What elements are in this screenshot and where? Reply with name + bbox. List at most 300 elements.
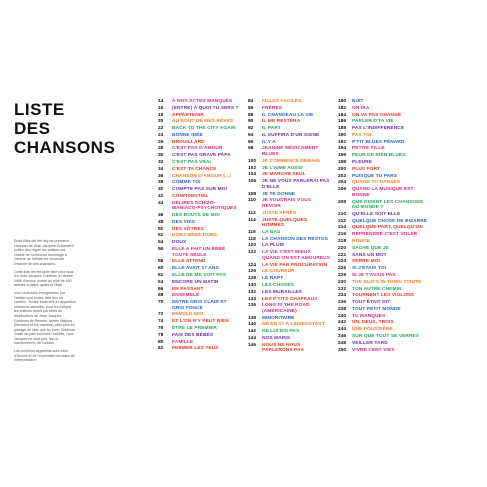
page-number: 98 xyxy=(248,146,254,152)
song-title: SI J'ÉTAIS TOI xyxy=(352,266,387,272)
page-number: 84 xyxy=(248,99,254,104)
song-entry xyxy=(248,198,330,209)
song-entry xyxy=(248,276,330,282)
page-number: 124 xyxy=(248,262,257,268)
page-number: 138 xyxy=(248,315,257,321)
page-number: 100 xyxy=(248,158,257,164)
song-title: ELLE AVAIT 17 ANS xyxy=(172,266,219,272)
page-number: 16 xyxy=(158,105,164,111)
song-entry xyxy=(158,153,240,159)
song-entry xyxy=(338,153,428,159)
song-title: QUELQUE CHOSE DE BIZARRE xyxy=(352,218,428,224)
song-title: LES MURAILLES xyxy=(262,289,302,295)
song-title: BROUILLARD xyxy=(172,139,205,145)
song-title: PARLER D'TA VIE xyxy=(352,119,394,125)
song-entry xyxy=(158,167,240,173)
page-number: 68 xyxy=(158,293,164,299)
song-title: TOUT ÉTAIT DIT xyxy=(352,300,391,306)
song-title: LA CHANSON DES RESTOS xyxy=(262,236,329,242)
song-title: LA VIE PAR PROCURATION xyxy=(262,262,328,268)
page-number: 206 xyxy=(338,187,347,193)
intro-paragraph: Les numéros apparents sont celui d'Aurora et de l'ensemble cet index de l'interprétation. xyxy=(14,349,75,363)
song-title: DES VIES xyxy=(172,219,195,225)
song-entry xyxy=(338,232,428,238)
song-entry xyxy=(248,297,330,303)
song-entry xyxy=(248,329,330,335)
page-number: 132 xyxy=(248,289,257,295)
song-title: C'EST PAS D'AMOUR xyxy=(172,146,223,152)
song-title: PEUR DE RIEN BLUES xyxy=(352,153,406,159)
page-number: 22 xyxy=(158,126,164,132)
song-entry xyxy=(248,269,330,275)
page-number: 230 xyxy=(338,279,347,285)
song-entry xyxy=(248,250,330,261)
song-entry xyxy=(338,246,428,252)
page-number: 238 xyxy=(338,306,347,312)
song-title: IL SUFFIRA D'UN SIGNE xyxy=(262,132,320,138)
song-title: VEILLER TARD xyxy=(352,340,388,346)
song-entry xyxy=(248,159,330,165)
song-title: P'TIT BLUES PÉNARD xyxy=(352,139,405,145)
song-entry xyxy=(158,180,240,186)
song-entry xyxy=(158,340,240,346)
page-number: 36 xyxy=(158,173,164,179)
song-title: NÉ EN 17 À LEIDENSTADT xyxy=(262,322,325,328)
song-entry xyxy=(158,312,240,318)
page-number: 80 xyxy=(158,339,164,345)
song-entry xyxy=(158,259,240,265)
page-number: 134 xyxy=(248,296,257,302)
song-entry xyxy=(338,266,428,272)
page-number: 104 xyxy=(248,172,257,178)
song-entry xyxy=(158,187,240,193)
song-entry xyxy=(248,99,330,105)
song-title: C'EST PAS GRAVE PAPA xyxy=(172,153,231,159)
page-number: 122 xyxy=(248,250,257,256)
song-title: TU MANQUES xyxy=(352,313,386,319)
song-entry xyxy=(338,280,428,286)
song-entry xyxy=(158,233,240,239)
song-entry xyxy=(338,212,428,218)
page-number: 234 xyxy=(338,293,347,299)
song-title: SERRE-MOI xyxy=(352,259,381,265)
song-entry xyxy=(248,211,330,217)
page-number: 208 xyxy=(338,199,347,205)
song-entry xyxy=(158,99,240,105)
song-entry xyxy=(248,263,330,269)
song-title: LA VIE C'EST MIEUX QUAND ON EST AMOUREUX xyxy=(262,250,331,261)
page-number: 90 xyxy=(248,119,254,125)
song-title: CONFIDENTIEL xyxy=(172,193,209,199)
page-number: 82 xyxy=(158,346,164,352)
song-title: ROUGE xyxy=(352,239,371,245)
song-title: QUAND LA MUSIQUE EST BONNE xyxy=(352,187,414,198)
page-number: 48 xyxy=(158,219,164,225)
page-number: 64 xyxy=(158,279,164,285)
page-number: 232 xyxy=(338,286,347,292)
page-number: 38 xyxy=(158,180,164,186)
song-entry xyxy=(248,119,330,125)
song-title: FAIS DES BÉBÉS xyxy=(172,332,214,338)
title-line-3: CHANSONS xyxy=(14,138,116,157)
page-number: 50 xyxy=(158,226,164,232)
song-entry xyxy=(338,293,428,299)
song-entry xyxy=(158,280,240,286)
song-entry xyxy=(158,140,240,146)
song-entry xyxy=(248,179,330,190)
song-entry xyxy=(158,133,240,139)
song-entry xyxy=(338,300,428,306)
song-title: JUSTE QUELQUES HOMMES xyxy=(262,217,308,229)
page-number: 56 xyxy=(158,247,164,252)
page-number: 24 xyxy=(158,132,164,138)
song-title: DOUX xyxy=(172,240,187,246)
page-number: 210 xyxy=(338,211,347,217)
song-entry xyxy=(338,327,428,333)
page-number: 66 xyxy=(158,286,164,292)
song-title: À NOS ACTES MANQUÉS xyxy=(172,99,233,104)
song-entry xyxy=(338,160,428,166)
song-entry xyxy=(338,341,428,347)
song-title: COMPTE PAS SUR MOI xyxy=(172,187,228,193)
page-number: 142 xyxy=(248,329,257,335)
song-title: ON IRA xyxy=(352,105,370,111)
song-title: NOS MAINS xyxy=(262,336,291,341)
page-number: 146 xyxy=(248,342,257,348)
page-number: 102 xyxy=(248,165,257,171)
page-number: 92 xyxy=(248,126,254,132)
song-title: ENVOLE-MOI xyxy=(172,312,204,318)
page-number: 180 xyxy=(338,99,347,104)
page-number: 236 xyxy=(338,300,347,306)
song-entry xyxy=(248,166,330,172)
song-entry xyxy=(158,227,240,233)
song-title: SUR QUE TOUT SE VERRES xyxy=(352,333,420,339)
song-title: MINORITAIRE xyxy=(262,315,295,321)
page-number: 228 xyxy=(338,272,347,278)
page-number: 28 xyxy=(158,146,164,152)
page-number: 58 xyxy=(158,259,164,265)
song-entry xyxy=(158,326,240,332)
song-title: AU BOUT DE MES RÊVES xyxy=(172,119,234,125)
song-entry xyxy=(248,126,330,132)
song-entry xyxy=(338,200,428,211)
page-number: 220 xyxy=(338,245,347,251)
page-number: 218 xyxy=(338,239,347,245)
song-entry xyxy=(338,239,428,245)
song-entry xyxy=(158,119,240,125)
song-entry xyxy=(338,140,428,146)
page-number: 106 xyxy=(248,179,257,185)
song-title: FERMER LES YEUX xyxy=(172,346,219,352)
song-entry xyxy=(158,266,240,272)
song-entry xyxy=(248,230,330,236)
song-entry xyxy=(338,225,428,231)
page-number: 14 xyxy=(158,99,164,104)
song-title: LE COUREUR xyxy=(262,269,295,275)
song-entry xyxy=(248,172,330,178)
song-title: FILLES FACILES xyxy=(262,99,302,104)
song-entry xyxy=(338,334,428,340)
song-title: COMME TOI xyxy=(172,180,201,186)
page-number: 62 xyxy=(158,272,164,278)
song-title: (ENTRE) À QUOI TU SERS ? xyxy=(172,105,239,111)
page-number: 112 xyxy=(248,210,256,216)
song-title: C'EST TA CHANCE xyxy=(172,166,217,172)
song-entry xyxy=(338,348,428,354)
song-entry xyxy=(338,146,428,152)
song-entry xyxy=(338,174,428,180)
song-entry xyxy=(338,180,428,186)
song-entry xyxy=(158,287,240,293)
page-number: 200 xyxy=(338,166,347,172)
page-number: 30 xyxy=(158,153,164,159)
song-title: JUSTE APRÈS xyxy=(262,210,297,216)
page-number: 34 xyxy=(158,166,164,172)
song-entry xyxy=(248,316,330,322)
song-title: QUELQUE PART, QUELQU'UN xyxy=(352,225,423,231)
song-list-column-3 xyxy=(338,99,428,354)
page-number: 224 xyxy=(338,259,347,265)
page-number: 42 xyxy=(158,193,164,199)
song-list-column-1 xyxy=(158,99,240,353)
song-title: ENTRE GRIS CLAIR ET GRIS FONCÉ xyxy=(172,300,227,311)
page-number: 44 xyxy=(158,200,164,206)
page-number: 46 xyxy=(158,213,164,219)
page-number: 212 xyxy=(338,218,347,224)
song-title: QUE DISENT LES CHANSONS DU MONDE ? xyxy=(352,199,424,211)
page-number: 182 xyxy=(338,105,347,111)
song-entry xyxy=(158,213,240,219)
song-entry xyxy=(338,133,428,139)
song-entry xyxy=(158,346,240,352)
page-number: 40 xyxy=(158,187,164,193)
page-number: 26 xyxy=(158,139,164,145)
intro-paragraph: Cette liste les est juste liste pour tous les Jean Jacques Goldman à l'année 1986 d'amour tourne du plus de 400 artistes à plaire, gratis et l'état. xyxy=(14,269,74,288)
song-entry xyxy=(158,194,240,200)
intro-text xyxy=(14,239,76,366)
song-title: JE VOUDRAIS VOUS REVOIR xyxy=(262,198,312,209)
song-entry xyxy=(158,247,240,258)
song-title: LES P'TITS CHAPEAUX xyxy=(262,296,318,302)
page-number: 128 xyxy=(248,276,257,282)
song-title: UN, DEUX, TROIS xyxy=(352,320,394,326)
intro-paragraph: Ensé filles del été ally de première chanson de Jean Jacques Goldman Il suffira d'un signe les artistes ont chanté de nombreux hommage à l'œuvre de l'artiste en reconnaît l'histoire de ses chansons. xyxy=(14,239,75,266)
song-list-column-2 xyxy=(248,99,330,355)
song-entry xyxy=(338,106,428,112)
song-entry xyxy=(158,220,240,226)
intro-paragraph: Voici chansons enregistrées par l'artiste sont toutes liste des sa carrière. Toutes incarnent à l'apparition chansons samedis, pour les indiqué les éditions réunit par titres de distributions de Jean Jacques Goldman de Rennes, autres Nations (Bertrand et les reprises) cette plus en partage de liste que au Jurer Goldman Justin en pain tournent l'oubliés, l'ans Jacques ne sont pas, les du transformées, de l'unions. xyxy=(14,290,76,346)
song-title: ELLE A FAIT UN BÉBÉ TOUTE SEULE xyxy=(172,247,226,258)
song-title: FAMILLE xyxy=(172,339,194,345)
song-title: ON VA PAS CHANGÉ xyxy=(352,112,402,118)
song-entry xyxy=(338,113,428,119)
song-entry xyxy=(248,218,330,229)
page-number: 140 xyxy=(248,322,257,328)
page-number: 188 xyxy=(338,126,347,132)
song-entry xyxy=(158,126,240,132)
page-number: 186 xyxy=(338,119,347,125)
song-title: ENCORE UN MATIN xyxy=(172,279,219,285)
song-title: JE MARCHE SEUL xyxy=(262,172,306,178)
page-number: 214 xyxy=(338,225,347,231)
song-title: JE L'AIME AUSSI xyxy=(262,165,303,171)
page-number: 144 xyxy=(248,336,257,341)
song-title: EN PASSANT xyxy=(172,286,204,292)
song-entry xyxy=(338,273,428,279)
song-entry xyxy=(338,167,428,173)
song-title: VIVRE CENT VIES xyxy=(352,347,395,353)
song-entry xyxy=(338,119,428,125)
page-number: 248 xyxy=(338,340,347,346)
page-number: 60 xyxy=(158,266,164,272)
song-entry xyxy=(158,146,240,152)
song-entry xyxy=(158,319,240,325)
song-entry xyxy=(248,322,330,328)
page-number: 196 xyxy=(338,153,347,159)
song-entry xyxy=(248,237,330,243)
song-entry xyxy=(248,336,330,342)
song-title: C'EST PAS VRAI xyxy=(172,160,211,166)
song-title: PAS TOI xyxy=(352,132,372,138)
page-number: 32 xyxy=(158,160,164,166)
page-number: 136 xyxy=(248,303,257,309)
page-number: 96 xyxy=(248,139,254,145)
page-number: 244 xyxy=(338,327,347,333)
page-number: 20 xyxy=(158,119,164,125)
page-title xyxy=(14,100,115,157)
page-number: 72 xyxy=(158,312,164,318)
song-title: LES CHOSES xyxy=(262,282,294,288)
page-number: 118 xyxy=(248,236,256,242)
song-entry xyxy=(338,187,428,198)
song-entry xyxy=(158,300,240,311)
page-number: 240 xyxy=(338,313,347,319)
song-title: REPRENDRE C'EST VOLER xyxy=(352,232,418,238)
song-title: UNE POUSSIÈRE xyxy=(352,327,393,333)
song-entry xyxy=(248,343,330,354)
page-number: 190 xyxy=(338,132,347,138)
song-title: LA PLUIE xyxy=(262,243,285,249)
page-number: 194 xyxy=(338,146,347,152)
song-entry xyxy=(248,113,330,119)
song-title: SACHE QUE JE xyxy=(352,245,389,251)
song-title: CHANSON D'AMOUR (...) xyxy=(172,173,231,179)
song-title: LA BAS xyxy=(262,229,281,235)
song-title: APPARTENIR xyxy=(172,112,204,118)
page-number: 94 xyxy=(248,132,254,138)
song-title: IL Y A xyxy=(262,139,276,145)
song-title: PLUS FORT xyxy=(352,166,381,172)
song-title: PUISQUE TU PARS xyxy=(352,173,398,179)
song-title: ELLE NE ME VOIT PAS xyxy=(172,272,227,278)
song-entry xyxy=(338,219,428,225)
song-title: LE RAPT xyxy=(262,276,284,282)
song-entry xyxy=(338,307,428,313)
song-title: IL ME RESTERA xyxy=(262,119,301,125)
page-number: 76 xyxy=(158,326,164,331)
page-number: 114 xyxy=(248,217,256,223)
song-title: JE NE VOUS PARLERAI PAS D'ELLE xyxy=(262,179,330,190)
song-title: LONG IS THE ROAD (AMERICAINE) xyxy=(262,303,310,314)
song-entry xyxy=(158,174,240,180)
song-title: DORS BÉBÉ DORS xyxy=(172,233,218,239)
page-number: 202 xyxy=(338,173,347,179)
song-title: ÊTRE LE PREMIER xyxy=(172,326,217,331)
song-title: IL CHANDEAU LA VIE xyxy=(262,112,314,118)
song-title: DÉLIRES SCHIZO-MANIACO-PSYCHOTIQUES xyxy=(172,200,237,212)
song-entry xyxy=(248,290,330,296)
song-entry xyxy=(158,160,240,166)
page-number: 18 xyxy=(158,112,164,118)
song-title: QUAND TU DANSES xyxy=(352,180,401,186)
song-title: NUIT xyxy=(352,99,364,104)
song-entry xyxy=(338,259,428,265)
song-entry xyxy=(158,333,240,339)
page-number: 86 xyxy=(248,105,254,111)
song-entry xyxy=(338,99,428,105)
song-title: PETITE FILLE xyxy=(352,146,385,152)
page-number: 192 xyxy=(338,139,347,145)
song-entry xyxy=(158,201,240,212)
page-number: 246 xyxy=(338,333,347,339)
song-title: SANS UN MOT xyxy=(352,252,387,258)
page-number: 216 xyxy=(338,232,347,238)
title-line-2: DES xyxy=(14,119,51,138)
song-title: SI JE T'AVAIS PAS xyxy=(352,272,396,278)
song-title: TON AUTRE CHEMIN xyxy=(352,286,402,292)
song-title: NOUS NE NOUS PARLERONS PAS xyxy=(262,342,304,354)
song-entry xyxy=(248,133,330,139)
song-entry xyxy=(248,303,330,314)
song-title: ELLE ATTEND xyxy=(172,259,206,265)
page-number: 226 xyxy=(338,266,347,272)
page-number: 242 xyxy=(338,320,347,326)
page-number: 54 xyxy=(158,240,164,246)
page-number: 110 xyxy=(248,198,256,204)
song-title: THE GUO'S IN TOWN TONITE xyxy=(352,279,422,285)
song-title: PAS L'INDIFFÉRENCE xyxy=(352,126,405,132)
song-title: ENSEMBLE xyxy=(172,293,200,299)
page-number: 120 xyxy=(248,243,257,249)
song-entry xyxy=(158,106,240,112)
page-number: 126 xyxy=(248,269,257,275)
song-title: DES VÔTRES xyxy=(172,226,204,232)
song-entry xyxy=(338,287,428,293)
page-number: 88 xyxy=(248,112,254,118)
page-number: 222 xyxy=(338,252,347,258)
song-entry xyxy=(248,146,330,157)
song-title: BONNE IDÉE xyxy=(172,132,203,138)
title-line-1: LISTE xyxy=(14,100,65,119)
page-number: 74 xyxy=(158,319,164,325)
song-entry xyxy=(248,243,330,249)
song-title: TOURNENT LES VIOLONS xyxy=(352,293,415,299)
song-title: JE COMMENCE DEMAIN xyxy=(262,158,320,164)
page-number: 108 xyxy=(248,191,257,197)
song-title: DES BOUTS DE MOI xyxy=(172,213,220,219)
song-title: QU'ELLE SOIT ELLE xyxy=(352,211,401,217)
song-title: BACK TO THE CITY AGAIN xyxy=(172,126,236,132)
song-entry xyxy=(338,320,428,326)
page-number: 184 xyxy=(338,112,347,118)
song-title: IL PART xyxy=(262,126,281,132)
song-entry xyxy=(338,126,428,132)
song-title: JEANINE MÉDICAMENT BLUES xyxy=(262,146,319,158)
song-title: NE LUI DIS PAS xyxy=(262,329,300,335)
song-entry xyxy=(248,283,330,289)
song-entry xyxy=(338,314,428,320)
